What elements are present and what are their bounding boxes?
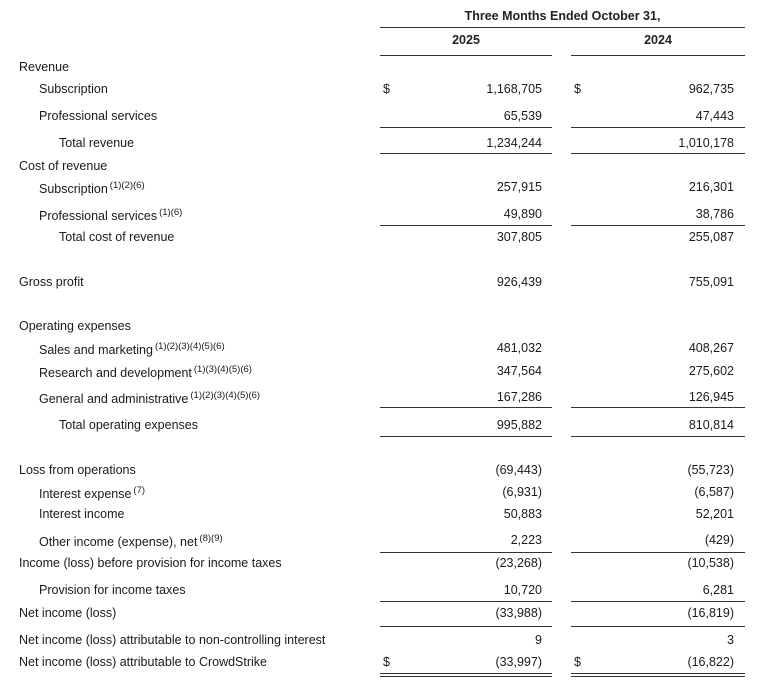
value-2024: (6,587) [694, 485, 734, 499]
value-2024: 47,443 [695, 109, 734, 123]
column-header-2024: 2024 [644, 33, 672, 47]
row-label: Interest expense $^{(7)}$ [39, 485, 146, 501]
column-header-rule-2024 [571, 55, 745, 56]
currency-symbol-2025: $ [383, 82, 390, 96]
value-2025: 49,890 [503, 207, 542, 221]
footnote-ref: (1)(2)(3)(4)(5)(6) [190, 390, 261, 401]
footnote-ref: (8)(9) [199, 533, 223, 544]
value-2025: 9 [535, 633, 542, 647]
footnote-ref: (1)(2)(6) [109, 180, 145, 191]
rule-line [571, 626, 745, 627]
value-2025: 50,883 [503, 507, 542, 521]
rule-line [571, 225, 745, 226]
column-header-2025: 2025 [452, 33, 480, 47]
value-2024: (10,538) [687, 556, 734, 570]
value-2024: 126,945 [688, 390, 734, 404]
rule-line [380, 626, 552, 627]
rule-line [380, 552, 552, 553]
value-2025: 347,564 [496, 364, 542, 378]
row-label: Professional services [39, 109, 158, 123]
rule-line [380, 436, 552, 437]
value-2024: (429) [704, 533, 734, 547]
value-2025: (6,931) [502, 485, 542, 499]
row-label: Net income (loss) attributable to CrowdStrike [19, 655, 268, 669]
row-label: Revenue [19, 60, 70, 74]
row-label: Subscription $^{(1)(2)(6)}$ [39, 180, 145, 196]
value-2025: 481,032 [496, 341, 542, 355]
row-label: Gross profit [19, 275, 84, 289]
row-label: Operating expenses [19, 319, 131, 333]
row-label: Sales and marketing $^{(1)(2)(3)(4)(5)(6)}$ [39, 341, 225, 357]
rule-line [380, 225, 552, 226]
value-2024: 52,201 [695, 507, 734, 521]
row-label: Cost of revenue [19, 159, 108, 173]
rule-line [571, 552, 745, 553]
value-2024: 216,301 [688, 180, 734, 194]
value-2025: 307,805 [496, 230, 542, 244]
value-2024: (55,723) [687, 463, 734, 477]
row-label: Professional services $^{(1)(6)}$ [39, 207, 183, 223]
value-2024: 275,602 [688, 364, 734, 378]
row-label: General and administrative $^{(1)(2)(3)(4)(5)(6)}$ [39, 390, 261, 406]
value-2024: 6,281 [702, 583, 734, 597]
currency-symbol-2024: $ [574, 82, 581, 96]
value-2024: 962,735 [688, 82, 734, 96]
row-label: Research and development $^{(1)(3)(4)(5)(6)}$ [39, 364, 252, 380]
row-label: Provision for income taxes [39, 583, 186, 597]
currency-symbol-2024: $ [574, 655, 581, 669]
rule-line [571, 153, 745, 154]
value-2025: (33,997) [495, 655, 542, 669]
rule-line [380, 127, 552, 128]
value-2025: (23,268) [495, 556, 542, 570]
rule-line [571, 601, 745, 602]
value-2025: (69,443) [495, 463, 542, 477]
value-2024: (16,822) [687, 655, 734, 669]
header-rule [380, 27, 745, 28]
value-2024: 3 [727, 633, 734, 647]
column-header-rule-2025 [380, 55, 552, 56]
row-label: Total cost of revenue [59, 230, 175, 244]
row-label: Other income (expense), net $^{(8)(9)}$ [39, 533, 223, 549]
value-2025: 257,915 [496, 180, 542, 194]
value-2025: 995,882 [496, 418, 542, 432]
value-2025: 1,234,244 [486, 136, 542, 150]
rule-line [571, 436, 745, 437]
currency-symbol-2025: $ [383, 655, 390, 669]
rule-line [380, 601, 552, 602]
row-label: Total operating expenses [59, 418, 198, 432]
value-2024: 255,087 [688, 230, 734, 244]
value-2025: 1,168,705 [486, 82, 542, 96]
value-2025: 167,286 [496, 390, 542, 404]
value-2024: 810,814 [688, 418, 734, 432]
footnote-ref: (7) [133, 485, 146, 496]
footnote-ref: (1)(3)(4)(5)(6) [193, 364, 252, 375]
row-label: Loss from operations [19, 463, 136, 477]
row-label: Interest income [39, 507, 125, 521]
period-title: Three Months Ended October 31, [464, 9, 661, 23]
rule-line [380, 153, 552, 154]
value-2024: 1,010,178 [678, 136, 734, 150]
rule-line [380, 407, 552, 408]
double-rule-line [571, 673, 745, 677]
value-2024: 408,267 [688, 341, 734, 355]
value-2025: (33,988) [495, 606, 542, 620]
double-rule-line [380, 673, 552, 677]
row-label: Total revenue [59, 136, 135, 150]
value-2025: 926,439 [496, 275, 542, 289]
row-label: Income (loss) before provision for income taxes [19, 556, 282, 570]
value-2025: 10,720 [503, 583, 542, 597]
row-label: Subscription [39, 82, 108, 96]
row-label: Net income (loss) [19, 606, 117, 620]
footnote-ref: (1)(6) [159, 207, 183, 218]
value-2024: (16,819) [687, 606, 734, 620]
rule-line [571, 127, 745, 128]
value-2024: 38,786 [695, 207, 734, 221]
rule-line [571, 407, 745, 408]
value-2025: 2,223 [510, 533, 542, 547]
row-label: Net income (loss) attributable to non-controlling interest [19, 633, 326, 647]
value-2025: 65,539 [503, 109, 542, 123]
value-2024: 755,091 [688, 275, 734, 289]
footnote-ref: (1)(2)(3)(4)(5)(6) [154, 341, 225, 352]
